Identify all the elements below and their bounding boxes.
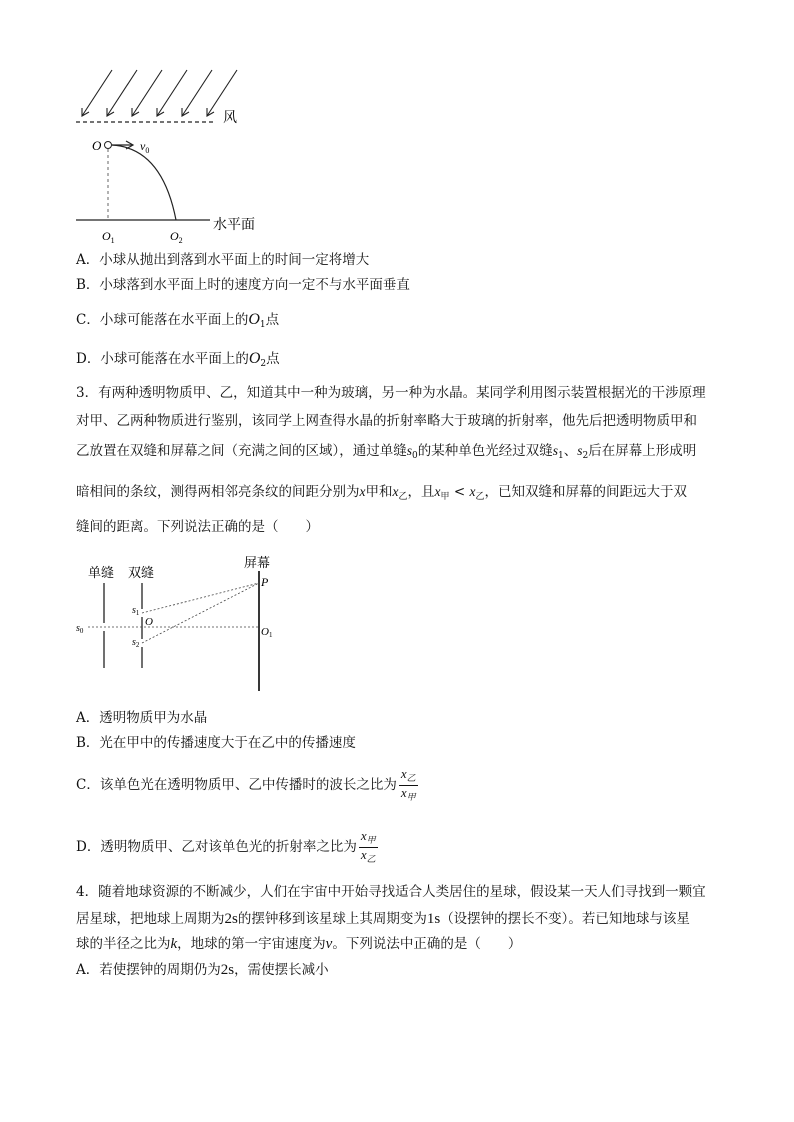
wind-arrows: [82, 70, 237, 116]
q3-option-d: D．透明物质甲、乙对该单色光的折射率之比为 $\frac{x_甲}{x_乙}$: [76, 828, 376, 864]
q2-option-d: D．小球可能落在水平面上的$O_2$点: [76, 350, 280, 369]
q3-option-a: A．透明物质甲为水晶: [76, 710, 208, 726]
q4-stem-line2: 居星球，把地球上周期为2s的摆钟移到该星球上其周期变为1s（设摆钟的摆长不变）。若已知地球与该星: [76, 911, 690, 927]
v0-label: $v_0$: [140, 139, 150, 155]
q3-option-c: C．该单色光在透明物质甲、乙中传播时的波长之比为 $\frac{x_乙}{x_甲}$: [76, 766, 416, 802]
q2-option-a: A．小球从抛出到落到水平面上的时间一定将增大: [76, 252, 370, 268]
point-O-label: O: [92, 138, 102, 153]
double-slit-figure: [72, 553, 282, 695]
q4-stem-line3: 球的半径之比为k，地球的第一宇宙速度为v。下列说法中正确的是（ ）: [76, 936, 522, 952]
s0-label: $s_0$: [76, 623, 84, 635]
s1-label: $s_1$: [132, 605, 140, 617]
wind-label: 风: [223, 110, 237, 126]
q3-stem-line2: 对甲、乙两种物质进行鉴别，该同学上网查得水晶的折射率略大于玻璃的折射率，他先后把透明物质甲和: [76, 413, 697, 429]
point-O-label: O: [145, 616, 153, 628]
ball: [105, 142, 112, 149]
point-O2-label: $O_2$: [170, 229, 183, 245]
wavelength-ratio-fraction: $\frac{x_乙}{x_甲}$: [400, 766, 416, 802]
s1-to-P: [142, 583, 259, 613]
refraction-ratio-fraction: $\frac{x_甲}{x_乙}$: [360, 828, 376, 864]
trajectory: [112, 145, 176, 220]
double-slit-label: 双缝: [128, 566, 155, 581]
q3-stem-line1: 3．有两种透明物质甲、乙，知道其中一种为玻璃，另一种为水晶。某同学利用图示装置根据光的干涉原理: [76, 385, 706, 401]
q3-stem-line3: 乙放置在双缝和屏幕之间（充满之间的区域），通过单缝$s_0$的某种单色光经过双缝$s_1$、$s_2$后在屏幕上形成明: [76, 443, 697, 461]
projectile-figure: [70, 60, 290, 250]
q3-stem-line5: 缝间的距离。下列说法正确的是（ ）: [76, 519, 319, 535]
point-P-label: P: [261, 575, 269, 589]
s2-to-P: [142, 583, 259, 643]
screen-label: 屏幕: [244, 556, 271, 571]
point-O1-label: $O_1$: [102, 229, 115, 245]
q3-stem-line4: 暗相间的条纹，测得两相邻亮条纹的间距分别为x甲和$x_乙$，且$x_甲 < x_乙$，已知双缝和屏幕的间距远大于双: [76, 484, 687, 502]
point-O1-label: O1: [261, 626, 273, 639]
single-slit-label: 单缝: [88, 566, 115, 581]
ground-label: 水平面: [213, 217, 255, 233]
s2-label: $s_2$: [132, 637, 140, 649]
q4-stem-line1: 4．随着地球资源的不断减少，人们在宇宙中开始寻找适合人类居住的星球，假设某一天人们寻找到一颗宜: [76, 884, 706, 900]
q2-option-b: B．小球落到水平面上时的速度方向一定不与水平面垂直: [76, 277, 410, 293]
q3-option-b: B．光在甲中的传播速度大于在乙中的传播速度: [76, 735, 356, 751]
q4-option-a: A．若使摆钟的周期仍为2s，需使摆长减小: [76, 962, 329, 978]
q2-option-c: C．小球可能落在水平面上的$O_1$点: [76, 311, 280, 330]
